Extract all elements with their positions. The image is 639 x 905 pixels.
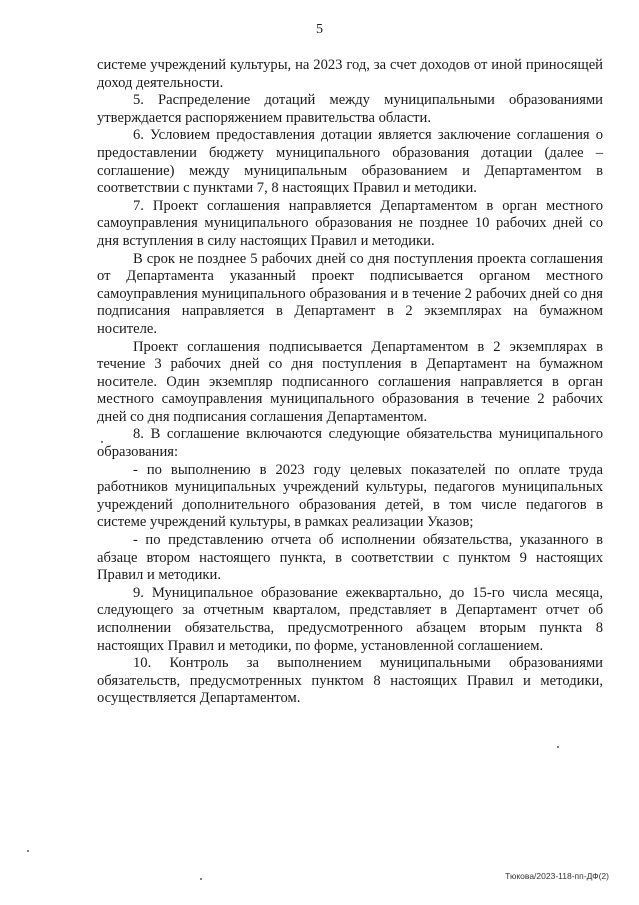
- scan-speck: [27, 850, 29, 852]
- scan-speck: [200, 878, 202, 880]
- scan-speck: [101, 441, 103, 443]
- paragraph-continuation: системе учреждений культуры, на 2023 год, за счет доходов от иной приносящей доход деятельности.: [97, 57, 603, 91]
- paragraph-item-7-department-signing: Проект соглашения подписывается Департаментом в 2 экземплярах в течение 3 рабочих дней со дня поступления в Департамент на бумажном носителе. Один экземпляр подписанного соглашения направляется в орган местного самоуправления муниципального образования в течение 2 рабочих дней со дня подписания соглашения Департаментом.: [97, 338, 603, 425]
- paragraph-item-7-signing-deadline: В срок не позднее 5 рабочих дней со дня поступления проекта соглашения от Департамента указанный проект подписывается органом местного самоуправления муниципального образования и в течение 2 рабочих дней со дня подписания направляется в Департамент в 2 экземплярах на бумажном носителе.: [97, 250, 603, 337]
- paragraph-item-5: 5. Распределение дотаций между муниципальными образованиями утверждается распоряжением правительства области.: [97, 92, 603, 126]
- paragraph-item-10: 10. Контроль за выполнением муниципальными образованиями обязательств, предусмотренных пунктом 8 настоящих Правил и методики, осуществляется Департаментом.: [97, 655, 603, 707]
- paragraph-item-8-obligation-salary: - по выполнению в 2023 году целевых показателей по оплате труда работников муниципальных учреждений культуры, педагогов муниципальных учреждений дополнительного образования детей, в том числе педагогов в системе учреждений культуры, в рамках реализации Указов;: [97, 461, 603, 531]
- scan-speck: [557, 746, 559, 748]
- paragraph-item-7: 7. Проект соглашения направляется Департаментом в орган местного самоуправления муниципального образования не позднее 10 рабочих дней со дня вступления в силу настоящих Правил и методики.: [97, 197, 603, 249]
- paragraph-item-8-obligation-report: - по представлению отчета об исполнении обязательства, указанного в абзаце втором настоящего пункта, в соответствии с пунктом 9 настоящих Правил и методики.: [97, 532, 603, 584]
- paragraph-item-6: 6. Условием предоставления дотации является заключение соглашения о предоставлении бюджету муниципального образования дотации (далее – соглашение) между муниципальным образованием и Департаментом в соответствии с пунктами 7, 8 настоящих Правил и методики.: [97, 127, 603, 197]
- paragraph-item-9: 9. Муниципальное образование ежеквартально, до 15-го числа месяца, следующего за отчетным кварталом, представляет в Департамент отчет об исполнении обязательства, предусмотренного абзацем вторым пункта 8 настоящих Правил и методики, по форме, установленной соглашением.: [97, 584, 603, 654]
- paragraph-item-8: 8. В соглашение включаются следующие обязательства муниципального образования:: [97, 426, 603, 461]
- document-body: [97, 57, 603, 708]
- page-number: 5: [316, 22, 323, 37]
- document-registration-code: Тюкова/2023-118-пп-ДФ(2): [505, 871, 609, 881]
